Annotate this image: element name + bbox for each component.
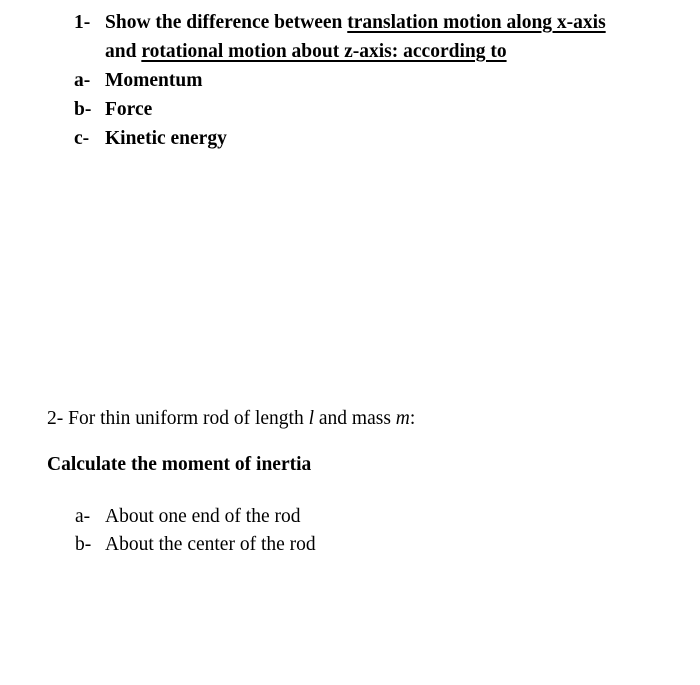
question-2-item-a bbox=[75, 503, 415, 531]
question-1-line-2-prefix: and bbox=[105, 41, 142, 62]
mass-variable: m bbox=[395, 408, 410, 429]
question-2-heading-prefix: 2- For thin uniform rod of length bbox=[47, 408, 309, 429]
question-2-item-b bbox=[75, 531, 415, 559]
question-1-item-c bbox=[74, 124, 606, 153]
question-1-prefix: Show the difference between bbox=[105, 12, 348, 33]
question-2-subheading: Calculate the moment of inertia bbox=[47, 454, 312, 475]
question-2-list bbox=[75, 503, 415, 559]
question-1-item-a bbox=[74, 66, 606, 95]
item-text: Momentum bbox=[105, 70, 203, 91]
question-1-line-2 bbox=[74, 37, 606, 66]
question-1-indent bbox=[74, 37, 105, 66]
question-2 bbox=[47, 405, 415, 559]
rotational-motion-underlined: rotational motion about z-axis: according to bbox=[141, 41, 507, 62]
question-2-heading bbox=[47, 405, 415, 433]
question-2-heading-middle: and mass bbox=[314, 408, 396, 429]
item-text: Kinetic energy bbox=[105, 128, 227, 149]
question-1 bbox=[74, 8, 606, 153]
item-text: About one end of the rod bbox=[105, 506, 301, 527]
question-1-number: 1- bbox=[74, 12, 91, 33]
question-2-heading-suffix: : bbox=[409, 408, 416, 429]
item-marker: b- bbox=[75, 534, 92, 555]
item-text: About the center of the rod bbox=[105, 534, 316, 555]
question-1-item-b bbox=[74, 95, 606, 124]
translation-motion-underlined: translation motion along x-axis bbox=[347, 12, 606, 33]
item-marker: b- bbox=[74, 99, 92, 120]
length-variable: l bbox=[308, 408, 315, 429]
item-text: Force bbox=[105, 99, 153, 120]
item-marker: a- bbox=[75, 506, 91, 527]
item-marker: a- bbox=[74, 70, 91, 91]
item-marker: c- bbox=[74, 128, 90, 149]
question-1-line-1 bbox=[74, 8, 606, 37]
